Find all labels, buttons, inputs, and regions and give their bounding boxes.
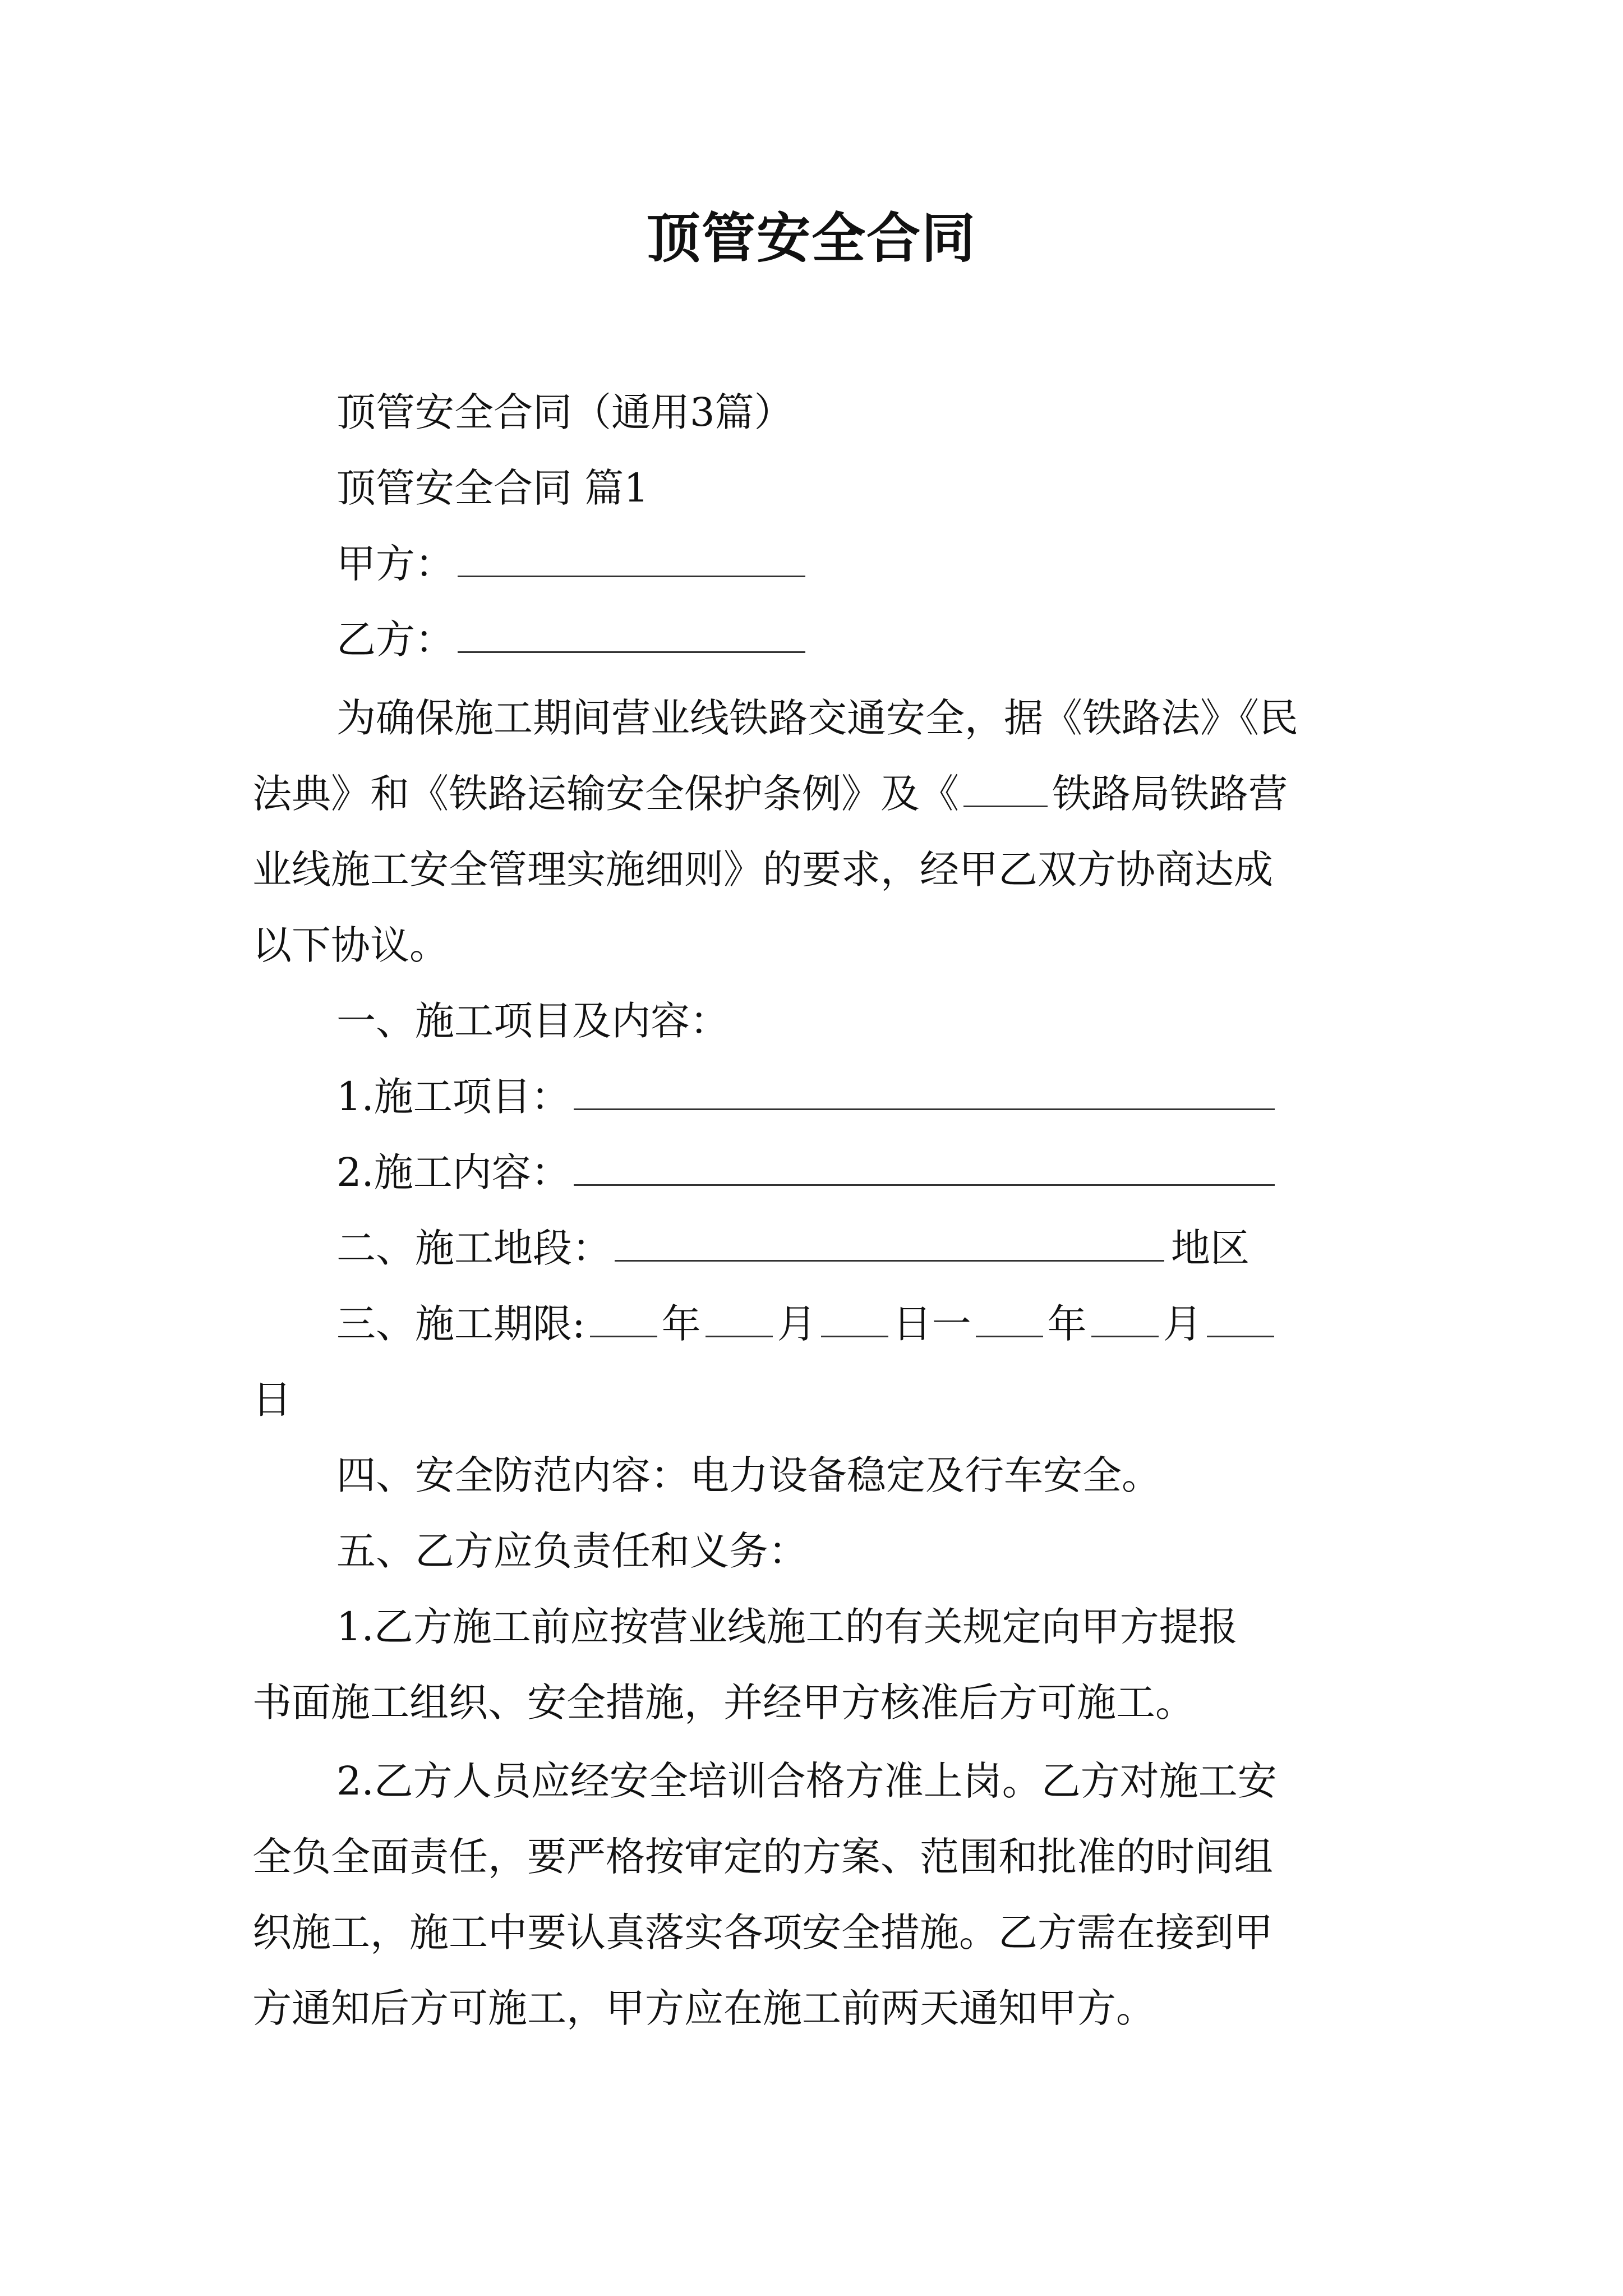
year-label: 年 xyxy=(661,1301,701,1347)
month-label: 月 xyxy=(777,1301,817,1347)
item-2-label: 二、施工地段： xyxy=(336,1225,611,1271)
end-month-label: 月 xyxy=(1163,1301,1202,1347)
party-b-blank xyxy=(458,612,805,653)
party-a-blank xyxy=(458,536,805,577)
item-1-2 xyxy=(336,1144,1391,1200)
end-year-label: 年 xyxy=(1047,1301,1087,1347)
item-3-label: 三、施工期限: xyxy=(336,1301,585,1347)
item-5-2-line-3: 织施工，施工中要认真落实各项安全措施。乙方需在接到甲 xyxy=(252,1910,1273,1955)
item-1-2-label: 2.施工内容： xyxy=(336,1149,570,1195)
item-3-end-day: 日 xyxy=(252,1377,292,1423)
item-3 xyxy=(336,1296,1391,1352)
intro-line-2 xyxy=(252,766,1391,822)
item-5-2-line-2: 全负全面责任，要严格按审定的方案、范围和批准的时间组 xyxy=(252,1834,1273,1880)
intro-line-1: 为确保施工期间营业线铁路交通安全，据《铁路法》《民 xyxy=(336,695,1298,741)
content-blank xyxy=(574,1145,1275,1186)
item-1-1-label: 1.施工项目： xyxy=(336,1074,570,1120)
item-1-1 xyxy=(336,1069,1391,1125)
intro-line-3: 业线施工安全管理实施细则》的要求，经甲乙双方协商达成 xyxy=(252,846,1273,892)
item-1-heading: 一、施工项目及内容： xyxy=(336,998,729,1044)
end-month-blank xyxy=(1091,1296,1159,1337)
intro-line-4: 以下协议。 xyxy=(252,922,449,968)
subtitle: 顶管安全合同（通用3篇） xyxy=(336,389,794,435)
item-4: 四、安全防范内容：电力设备稳定及行车安全。 xyxy=(336,1452,1161,1498)
section-heading: 顶管安全合同 篇1 xyxy=(336,465,649,511)
range-dash: 一 xyxy=(932,1301,971,1347)
document-title: 顶管安全合同 xyxy=(647,206,976,270)
party-a-label: 甲方： xyxy=(336,541,454,587)
bureau-blank xyxy=(963,766,1048,807)
project-blank xyxy=(574,1069,1275,1110)
item-5-2-line-4: 方通知后方可施工，甲方应在施工前两天通知甲方。 xyxy=(252,1985,1155,2031)
item-2-suffix: 地区 xyxy=(1171,1225,1249,1271)
intro-line-2a: 法典》和《铁路运输安全保护条例》及《 xyxy=(252,771,959,817)
intro-line-2b: 铁路局铁路营 xyxy=(1052,771,1288,817)
start-year-blank xyxy=(590,1296,657,1337)
item-5-1-line-1: 1.乙方施工前应按营业线施工的有关规定向甲方提报 xyxy=(336,1604,1238,1650)
party-a-line xyxy=(336,536,1391,592)
item-5-heading: 五、乙方应负责任和义务： xyxy=(336,1528,808,1574)
start-day-blank xyxy=(821,1296,888,1337)
end-year-blank xyxy=(976,1296,1043,1337)
item-5-2-line-1: 2.乙方人员应经安全培训合格方准上岗。乙方对施工安 xyxy=(336,1758,1277,1804)
party-b-line xyxy=(336,611,1391,668)
day-label: 日 xyxy=(892,1301,932,1347)
section-blank xyxy=(615,1221,1164,1262)
item-5-1-line-2: 书面施工组织、安全措施，并经甲方核准后方可施工。 xyxy=(252,1680,1195,1726)
end-day-blank xyxy=(1207,1296,1274,1337)
start-month-blank xyxy=(706,1296,773,1337)
party-b-label: 乙方： xyxy=(336,616,454,662)
item-2 xyxy=(336,1220,1391,1276)
